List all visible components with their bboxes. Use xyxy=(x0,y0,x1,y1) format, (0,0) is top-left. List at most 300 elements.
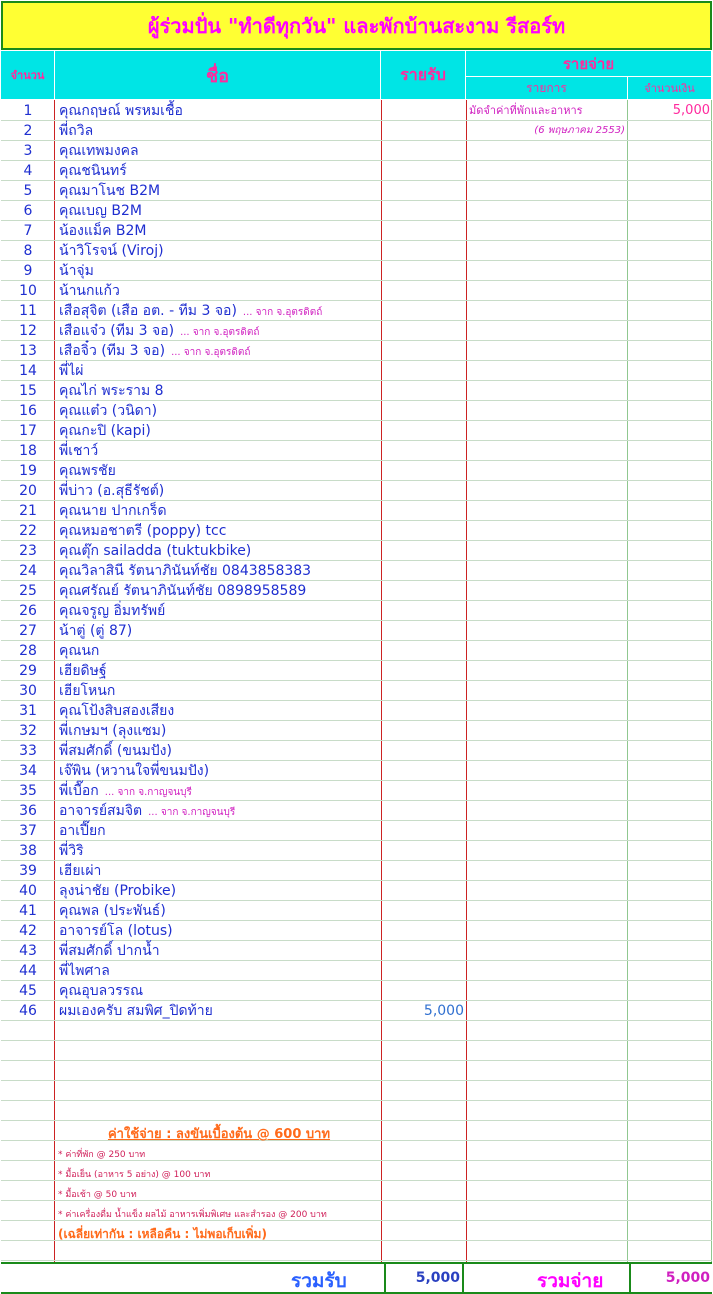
row-number: 38 xyxy=(19,843,37,859)
row-number: 13 xyxy=(19,343,37,359)
expense-item xyxy=(469,801,627,821)
row-number: 33 xyxy=(19,743,37,759)
income-value xyxy=(382,601,464,621)
expense-amount xyxy=(629,141,710,161)
expense-item xyxy=(469,141,627,161)
expense-amount xyxy=(629,181,710,201)
expense-item xyxy=(469,201,627,221)
expense-item xyxy=(469,441,627,461)
participant-name xyxy=(59,121,93,141)
expense-amount xyxy=(629,501,710,521)
participant-name xyxy=(59,401,157,421)
table-row xyxy=(1,101,712,121)
income-value xyxy=(382,461,464,481)
expense-amount xyxy=(629,261,710,281)
income-value xyxy=(382,381,464,401)
expense-item xyxy=(469,821,627,841)
expense-amount xyxy=(629,1001,710,1021)
income-value xyxy=(382,101,464,121)
header-item: รายการ xyxy=(466,77,628,100)
participant-name xyxy=(59,861,101,881)
participant-name xyxy=(59,761,209,781)
income-value xyxy=(382,621,464,641)
table-row xyxy=(1,901,712,921)
table-row xyxy=(1,661,712,681)
row-number: 5 xyxy=(23,183,33,199)
row-number: 11 xyxy=(19,303,37,319)
expense-item xyxy=(469,941,627,961)
income-value xyxy=(382,881,464,901)
row-number: 10 xyxy=(19,283,37,299)
table-row xyxy=(1,981,712,1001)
expense-amount xyxy=(629,221,710,241)
expense-amount xyxy=(629,321,710,341)
table-row xyxy=(1,461,712,481)
table-row xyxy=(1,581,712,601)
row-number: 32 xyxy=(19,723,37,739)
participant-name xyxy=(59,981,143,1001)
table-row xyxy=(1,601,712,621)
expense-item xyxy=(469,521,627,541)
participant-name xyxy=(59,161,127,181)
expense-item xyxy=(469,681,627,701)
row-number: 22 xyxy=(19,523,37,539)
participant-name-text: เสือสุจิต (เสือ อต. - ทีม 3 จอ) xyxy=(59,303,237,319)
table-row xyxy=(1,341,712,361)
participant-name-text: คุณกฤษณ์ พรหมเชื้อ xyxy=(59,103,183,119)
expense-item xyxy=(469,701,627,721)
participant-name-text: คุณเทพมงคล xyxy=(59,143,139,159)
expense-amount xyxy=(629,961,710,981)
participant-name-text: พี่บ่าว (อ.สุธีรัชต์) xyxy=(59,483,165,499)
row-number: 4 xyxy=(23,163,33,179)
participant-name xyxy=(59,781,192,801)
expense-item xyxy=(469,741,627,761)
expense-item xyxy=(469,841,627,861)
participant-name-text: คุณพล (ประพันธ์) xyxy=(59,903,166,919)
cost-average: (เฉลี่ยเท่ากัน : เหลือคืน : ไม่พอเก็บเพิ่ม) xyxy=(58,1227,267,1241)
participant-name xyxy=(59,741,172,761)
participant-name-text: คุณหมอชาตรี (poppy) tcc xyxy=(59,523,227,539)
income-value xyxy=(382,261,464,281)
row-number: 36 xyxy=(19,803,37,819)
income-value xyxy=(382,781,464,801)
participant-name-text: ลุงน่าชัย (Probike) xyxy=(59,883,177,899)
income-value: 5,000 xyxy=(423,1003,464,1019)
expense-item xyxy=(469,461,627,481)
participant-name xyxy=(59,541,251,561)
table-row xyxy=(1,181,712,201)
income-value xyxy=(382,861,464,881)
expense-item xyxy=(469,281,627,301)
expense-amount xyxy=(629,921,710,941)
participant-name-text: พี่เชาว์ xyxy=(59,443,99,459)
row-number: 31 xyxy=(19,703,37,719)
header-expense: รายจ่าย xyxy=(466,51,712,77)
row-number: 21 xyxy=(19,503,37,519)
table-row xyxy=(1,621,712,641)
participant-name-text: คุณนาย ปากเกร็ด xyxy=(59,503,167,519)
cost-line: * มื้อเย็น (อาหาร 5 อย่าง) @ 100 บาท xyxy=(58,1170,211,1180)
income-value xyxy=(382,221,464,241)
expense-item xyxy=(469,181,627,201)
row-number: 42 xyxy=(19,923,37,939)
origin-note: ... จาก จ.อุตรดิตถ์ xyxy=(242,307,323,318)
expense-amount xyxy=(629,201,710,221)
header-income: รายรับ xyxy=(381,51,466,100)
table-row xyxy=(1,821,712,841)
cost-line: * ค่าที่พัก @ 250 บาท xyxy=(58,1150,146,1160)
expense-amount xyxy=(629,421,710,441)
expense-item xyxy=(469,721,627,741)
participant-name-text: เสือแจ๋ว (ทีม 3 จอ) xyxy=(59,323,175,339)
participant-name-text: พี่ไพศาล xyxy=(59,963,110,979)
expense-amount xyxy=(629,821,710,841)
expense-amount xyxy=(629,721,710,741)
table-row xyxy=(1,921,712,941)
participant-name-text: คุณกะปิ (kapi) xyxy=(59,423,151,439)
row-number: 26 xyxy=(19,603,37,619)
table-row xyxy=(1,481,712,501)
row-number: 7 xyxy=(23,223,33,239)
participant-name-text: คุณมาโนช B2M xyxy=(59,183,161,199)
table-row xyxy=(1,161,712,181)
income-value xyxy=(382,741,464,761)
participant-name-text: คุณวิลาสินี รัตนาภินันท์ชัย 0843858383 xyxy=(59,563,312,579)
expense-amount xyxy=(629,621,710,641)
income-value xyxy=(382,801,464,821)
row-number: 43 xyxy=(19,943,37,959)
expense-amount xyxy=(629,681,710,701)
expense-amount xyxy=(629,781,710,801)
participant-name xyxy=(59,281,120,301)
participant-name-text: น้าตู่ (ตู่ 87) xyxy=(59,623,133,639)
income-value xyxy=(382,421,464,441)
participant-name xyxy=(59,941,160,961)
expense-item xyxy=(469,241,627,261)
table-row xyxy=(1,441,712,461)
expense-item xyxy=(469,981,627,1001)
participant-name xyxy=(59,841,84,861)
income-value xyxy=(382,501,464,521)
income-value xyxy=(382,661,464,681)
row-number: 30 xyxy=(19,683,37,699)
expense-item xyxy=(469,921,627,941)
table-row xyxy=(1,861,712,881)
expense-amount xyxy=(629,841,710,861)
expense-amount xyxy=(629,741,710,761)
participant-name-text: คุณชนินทร์ xyxy=(59,163,127,179)
participant-name xyxy=(59,581,306,601)
participant-name xyxy=(59,961,110,981)
participant-name xyxy=(59,141,139,161)
expense-amount xyxy=(629,381,710,401)
total-expense-value: 5,000 xyxy=(629,1264,712,1292)
participant-name xyxy=(59,521,226,541)
participant-name xyxy=(59,681,115,701)
row-number: 34 xyxy=(19,763,37,779)
row-number: 15 xyxy=(19,383,37,399)
row-number: 41 xyxy=(19,903,37,919)
table-row xyxy=(1,361,712,381)
table-row xyxy=(1,721,712,741)
table-row xyxy=(1,701,712,721)
income-value xyxy=(382,141,464,161)
table-row xyxy=(1,561,712,581)
table-row xyxy=(1,961,712,981)
row-number: 29 xyxy=(19,663,37,679)
expense-amount xyxy=(629,281,710,301)
expense-item xyxy=(469,581,627,601)
row-number: 46 xyxy=(19,1003,37,1019)
participant-name-text: น้าวิโรจน์ (Viroj) xyxy=(59,243,164,259)
expense-item xyxy=(469,1001,627,1021)
participant-name-text: คุณศรัณย์ รัตนาภินันท์ชัย 0898958589 xyxy=(59,583,307,599)
expense-amount xyxy=(629,561,710,581)
table-row xyxy=(1,401,712,421)
income-value xyxy=(382,941,464,961)
income-value xyxy=(382,961,464,981)
origin-note: ... จาก จ.กาญจนบุรี xyxy=(148,807,236,818)
participant-name xyxy=(59,481,164,501)
expense-item xyxy=(469,541,627,561)
expense-item xyxy=(469,421,627,441)
participant-name xyxy=(59,621,132,641)
participant-name xyxy=(59,241,164,261)
participant-name xyxy=(59,801,235,821)
participant-name xyxy=(59,301,322,321)
row-number: 18 xyxy=(19,443,37,459)
expense-amount xyxy=(629,161,710,181)
income-value xyxy=(382,541,464,561)
expense-item xyxy=(469,161,627,181)
row-number: 3 xyxy=(23,143,33,159)
income-value xyxy=(382,481,464,501)
income-value xyxy=(382,281,464,301)
participant-name xyxy=(59,221,146,241)
row-number: 1 xyxy=(23,103,33,119)
row-number: 8 xyxy=(23,243,33,259)
income-value xyxy=(382,701,464,721)
income-value xyxy=(382,921,464,941)
table-row xyxy=(1,281,712,301)
expense-item xyxy=(469,361,627,381)
expense-amount xyxy=(629,401,710,421)
table-row xyxy=(1,681,712,701)
cost-title: ค่าใช้จ่าย : ลงขันเบื้องต้น @ 600 บาท xyxy=(107,1127,331,1142)
table-row xyxy=(1,1061,712,1081)
total-expense-label: รวมจ่าย xyxy=(537,1270,604,1292)
table-row xyxy=(1,241,712,261)
table-row xyxy=(1,201,712,221)
participant-name xyxy=(59,261,94,281)
expense-amount xyxy=(629,881,710,901)
expense-amount xyxy=(629,981,710,1001)
row-number: 14 xyxy=(19,363,37,379)
participant-name xyxy=(59,201,142,221)
income-value xyxy=(382,581,464,601)
participant-name-text: คุณไก่ พระราม 8 xyxy=(59,383,164,399)
table-row xyxy=(1,501,712,521)
row-number: 28 xyxy=(19,643,37,659)
expense-item xyxy=(469,601,627,621)
row-number: 17 xyxy=(19,423,37,439)
participant-name-text: พี่สมศักดิ์ (ขนมปัง) xyxy=(59,743,172,759)
participant-name-text: คุณโป้งสิบสองเสียง xyxy=(59,703,175,719)
row-number: 35 xyxy=(19,783,37,799)
table-row xyxy=(1,261,712,281)
participant-name xyxy=(59,921,173,941)
participant-name xyxy=(59,361,83,381)
participant-name xyxy=(59,721,166,741)
participant-name-text: พี่วิริ xyxy=(59,843,84,859)
expense-amount xyxy=(629,461,710,481)
expense-amount xyxy=(629,361,710,381)
expense-item xyxy=(469,401,627,421)
expense-amount: 5,000 xyxy=(672,103,710,118)
row-number: 44 xyxy=(19,963,37,979)
income-value xyxy=(382,121,464,141)
table-row xyxy=(1,141,712,161)
table-row xyxy=(1,1241,712,1261)
expense-amount xyxy=(629,701,710,721)
expense-item xyxy=(469,621,627,641)
origin-note: ... จาก จ.อุตรดิตถ์ xyxy=(171,347,251,358)
row-number: 25 xyxy=(19,583,37,599)
income-value xyxy=(382,301,464,321)
participant-name-text: อาเปี๊ยก xyxy=(59,823,106,839)
participant-name xyxy=(59,601,165,621)
income-value xyxy=(382,721,464,741)
expense-amount xyxy=(629,541,710,561)
header-num: จำนวน xyxy=(1,51,55,100)
participant-name xyxy=(59,881,176,901)
table-row xyxy=(1,641,712,661)
totals-row xyxy=(1,1262,712,1294)
expense-amount xyxy=(629,801,710,821)
participant-name xyxy=(59,1001,213,1021)
expense-item xyxy=(469,861,627,881)
participant-name xyxy=(59,661,107,681)
participant-name-text: อาจารย์สมจิต xyxy=(59,803,143,819)
cost-line: * ค่าเครื่องดื่ม น้ำแข็ง ผลไม้ อาหารเพิ่มพิเศษ และสำรอง @ 200 บาท xyxy=(58,1210,327,1220)
expense-amount xyxy=(629,941,710,961)
participant-name xyxy=(59,421,151,441)
row-number: 39 xyxy=(19,863,37,879)
participant-name xyxy=(59,441,98,461)
expense-amount xyxy=(629,641,710,661)
row-number: 40 xyxy=(19,883,37,899)
income-value xyxy=(382,521,464,541)
row-number: 12 xyxy=(19,323,37,339)
participant-name-text: น้านกแก้ว xyxy=(59,283,120,299)
expense-amount xyxy=(629,341,710,361)
participant-name xyxy=(59,321,259,341)
expense-item xyxy=(469,781,627,801)
table-row xyxy=(1,301,712,321)
expense-item xyxy=(469,901,627,921)
expense-amount xyxy=(629,521,710,541)
participant-name xyxy=(59,341,250,361)
income-value xyxy=(382,561,464,581)
header-amount: จำนวนเงิน xyxy=(628,77,712,100)
income-value xyxy=(382,901,464,921)
table-row xyxy=(1,1001,712,1021)
table-row xyxy=(1,421,712,441)
participant-name-text: คุณอุบลวรรณ xyxy=(59,983,144,999)
expense-amount xyxy=(629,861,710,881)
row-number: 45 xyxy=(19,983,37,999)
expense-amount xyxy=(629,441,710,461)
income-value xyxy=(382,361,464,381)
table-row xyxy=(1,381,712,401)
participant-name-text: น้าจุ่ม xyxy=(59,263,94,279)
table-row xyxy=(1,841,712,861)
origin-note: ... จาก จ.อุตรดิตถ์ xyxy=(180,327,260,338)
participant-name-text: พี่สมศักดิ์ ปากน้ำ xyxy=(59,943,160,959)
table-row xyxy=(1,1081,712,1101)
expense-item xyxy=(469,341,627,361)
participant-name-text: คุณเบญ B2M xyxy=(59,203,142,219)
income-value xyxy=(382,161,464,181)
expense-item: (6 พฤษภาคม 2553) xyxy=(534,125,625,136)
row-number: 37 xyxy=(19,823,37,839)
sheet-title: ผู้ร่วมปั่น "ทำดีทุกวัน" และพักบ้านสะงาม รีสอร์ท xyxy=(1,1,712,50)
participant-name-text: คุณแต๋ว (วนิดา) xyxy=(59,403,158,419)
participant-name-text: พี่ไผ่ xyxy=(59,363,84,379)
participant-name xyxy=(59,381,164,401)
header-name: ชื่อ xyxy=(55,51,381,100)
participant-name xyxy=(59,701,174,721)
row-number: 23 xyxy=(19,543,37,559)
table-row xyxy=(1,801,712,821)
participant-name xyxy=(59,101,183,121)
participant-name-text: คุณพรชัย xyxy=(59,463,116,479)
expense-amount xyxy=(629,761,710,781)
table-row xyxy=(1,221,712,241)
participant-name-text: เจ๊พิน (หวานใจพี่ขนมปัง) xyxy=(59,763,210,779)
row-number: 19 xyxy=(19,463,37,479)
participant-name-text: คุณตุ๊ก sailadda (tuktukbike) xyxy=(59,543,252,559)
income-value xyxy=(382,981,464,1001)
expense-amount xyxy=(629,121,710,141)
table-row xyxy=(1,521,712,541)
expense-item xyxy=(469,501,627,521)
table-row xyxy=(1,761,712,781)
income-value xyxy=(382,841,464,861)
expense-item xyxy=(469,641,627,661)
participant-name-text: พี่เกษมฯ (ลุงแซม) xyxy=(59,723,167,739)
table-row xyxy=(1,121,712,141)
expense-amount xyxy=(629,301,710,321)
expense-item xyxy=(469,481,627,501)
expense-item xyxy=(469,381,627,401)
row-number: 6 xyxy=(23,203,33,219)
expense-item xyxy=(469,661,627,681)
participant-name xyxy=(59,561,311,581)
participant-name-text: คุณจรูญ อิ่มทรัพย์ xyxy=(59,603,166,619)
income-value xyxy=(382,181,464,201)
table-row xyxy=(1,941,712,961)
expense-item xyxy=(469,761,627,781)
table-row xyxy=(1,781,712,801)
participant-name-text: พี่ถวิล xyxy=(59,123,94,139)
table-row xyxy=(1,741,712,761)
participant-name-text: น้องแม็ค B2M xyxy=(59,223,147,239)
participant-name-text: อาจารย์โล (lotus) xyxy=(59,923,173,939)
row-number: 16 xyxy=(19,403,37,419)
participant-name xyxy=(59,501,167,521)
